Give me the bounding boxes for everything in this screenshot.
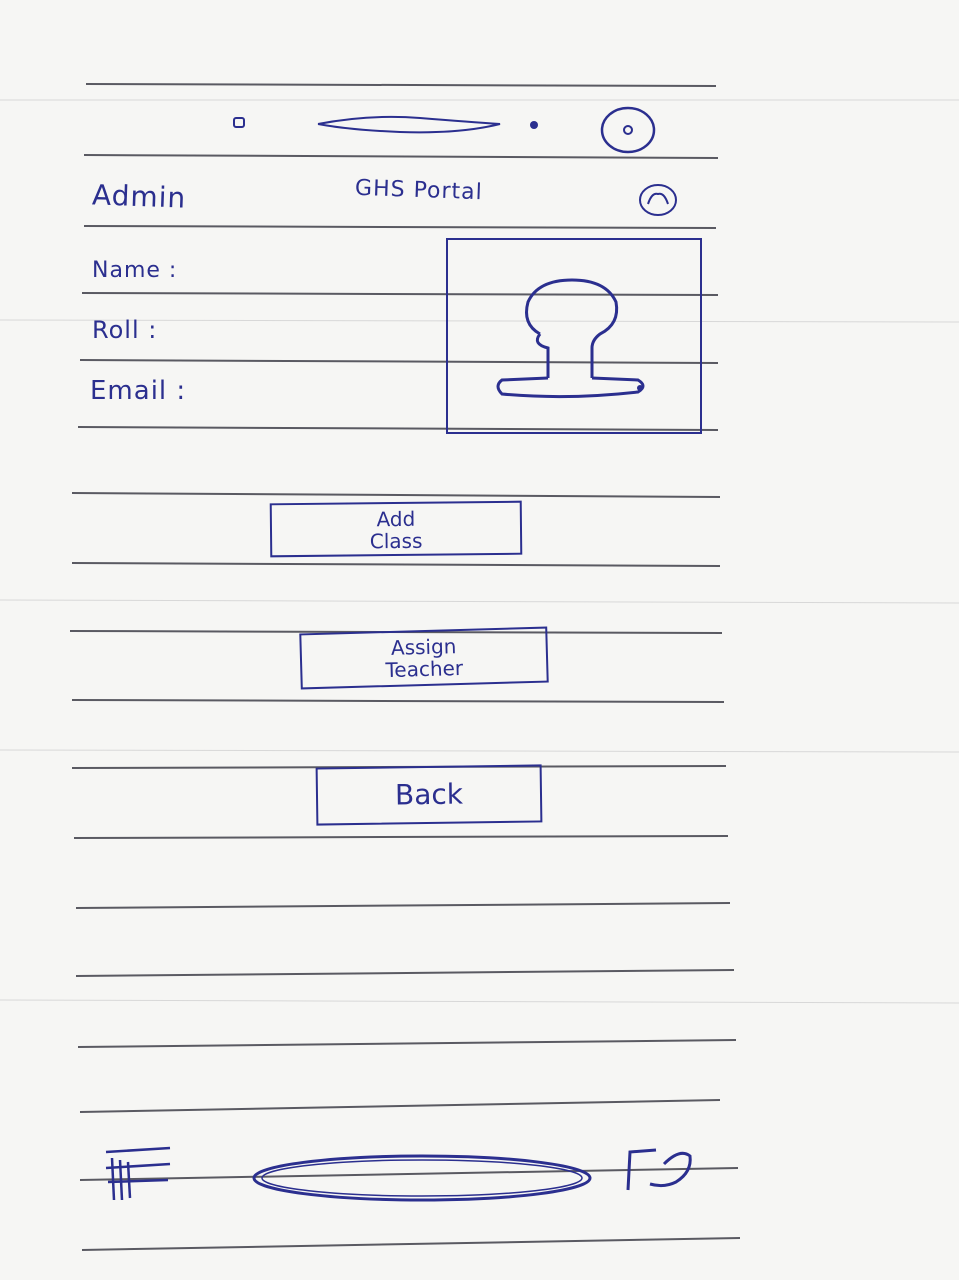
add-class-button[interactable] <box>270 501 523 558</box>
home-pill[interactable] <box>248 1150 598 1206</box>
back-arrow-icon[interactable] <box>620 1138 700 1198</box>
profile-circle-icon[interactable] <box>600 104 660 156</box>
user-placeholder-icon <box>488 274 658 414</box>
add-class-label-line-2: Class <box>369 528 423 554</box>
assign-teacher-button[interactable] <box>299 627 548 690</box>
signal-dot-icon <box>524 118 544 132</box>
portal-name: GHS Portal <box>354 175 484 206</box>
camera-dot-icon <box>230 115 250 131</box>
notch-pill <box>310 108 510 138</box>
add-class-label-line-1: Add <box>376 506 416 532</box>
back-button[interactable] <box>316 764 543 825</box>
assign-teacher-label-line-1: Assign <box>390 634 457 660</box>
page-title: Admin <box>91 178 187 215</box>
profile-photo[interactable] <box>446 238 702 434</box>
email-label: Email : <box>90 376 187 406</box>
back-label: Back <box>394 777 464 812</box>
name-label: Name : <box>92 258 178 283</box>
menu-icon[interactable] <box>98 1138 178 1208</box>
roll-label: Roll : <box>92 316 158 344</box>
user-badge-icon[interactable] <box>636 180 680 220</box>
assign-teacher-label-line-2: Teacher <box>385 655 464 683</box>
